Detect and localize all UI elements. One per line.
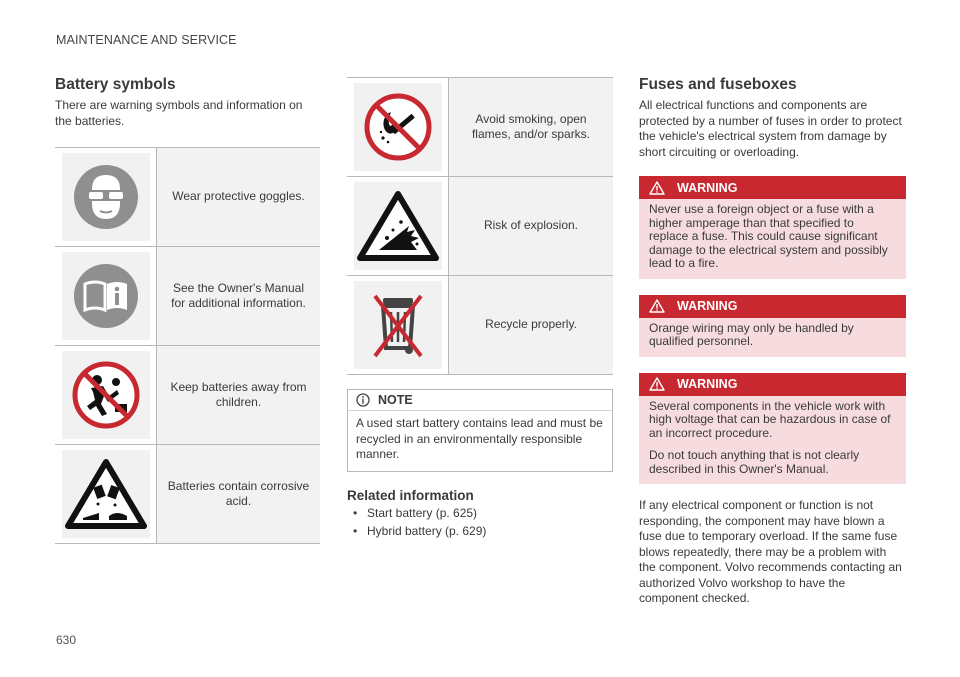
symbol-table-1 xyxy=(55,147,320,544)
symbol-row xyxy=(347,177,613,276)
list-item[interactable] xyxy=(347,504,613,522)
note-box xyxy=(347,389,613,472)
warning-header xyxy=(639,295,906,318)
fuses-column xyxy=(639,76,906,607)
list-item[interactable] xyxy=(347,522,613,540)
symbol-row xyxy=(55,247,320,346)
warning-label: WARNING xyxy=(677,180,738,195)
related-link[interactable]: Start battery (p. 625) xyxy=(367,505,478,520)
warning-triangle-icon xyxy=(649,377,665,391)
page-number: 630 xyxy=(56,633,77,647)
warning-text: Never use a foreign object or a fuse with a higher amperage than that specified to replace a fuse. This could cause significant damage to the electrical system and possibly lead to a fire. xyxy=(649,202,888,270)
note-info-icon xyxy=(356,393,370,407)
battery-intro: There are warning symbols and information on the batteries. xyxy=(55,98,303,128)
fuses-title: Fuses and fuseboxes xyxy=(639,76,797,93)
note-header xyxy=(348,390,612,411)
manual-book-icon xyxy=(72,262,140,330)
note-label: NOTE xyxy=(378,393,413,407)
battery-symbols-title: Battery symbols xyxy=(55,76,176,93)
symbol-text: Recycle properly. xyxy=(449,276,613,374)
symbol-row xyxy=(347,276,613,375)
symbol-text: Keep batteries away from children. xyxy=(157,346,320,444)
symbol-text: Risk of explosion. xyxy=(449,177,613,275)
warning-header xyxy=(639,373,906,396)
warning-box xyxy=(639,176,906,279)
related-info-title: Related information xyxy=(347,487,474,503)
recycle-bin-crossed-icon xyxy=(363,288,433,362)
bullet-icon: • xyxy=(353,523,358,538)
warning-text: Several components in the vehicle work with high voltage that can be hazardous in case of an incorrect procedure. xyxy=(649,398,891,440)
symbol-row xyxy=(55,445,320,544)
symbol-table-2 xyxy=(347,77,613,375)
warning-box xyxy=(639,373,906,485)
battery-symbols-column xyxy=(55,76,320,544)
bullet-icon: • xyxy=(353,505,358,520)
symbol-row xyxy=(347,78,613,177)
no-children-icon xyxy=(71,360,141,430)
symbol-row xyxy=(55,346,320,445)
related-link[interactable]: Hybrid battery (p. 629) xyxy=(367,523,487,538)
warning-label: WARNING xyxy=(677,299,738,313)
symbol-row xyxy=(55,148,320,247)
warning-text: Do not touch anything that is not clearly described in this Owner's Manual. xyxy=(649,448,860,476)
warning-body xyxy=(639,318,906,357)
warning-body xyxy=(639,199,906,279)
warning-label: WARNING xyxy=(677,377,738,391)
symbol-text: See the Owner's Manual for additional information. xyxy=(157,247,320,345)
related-info-list xyxy=(347,504,613,540)
fuses-closing-text: If any electrical component or function is not responding, the component may have blown a fuse due to temporary overload. If the same fuse blows repeatedly, there may be a problem with the component. Volvo recommends contacting an authorized Volvo workshop to have the component checked. xyxy=(639,498,902,605)
symbol-text: Wear protective goggles. xyxy=(157,148,320,246)
warning-header xyxy=(639,176,906,199)
warning-triangle-icon xyxy=(649,181,665,195)
fuses-intro: All electrical functions and components are protected by a number of fuses in order to protect the vehicle's electrical system from damage by short circuiting or overloading. xyxy=(639,98,902,159)
explosion-risk-icon xyxy=(357,190,439,262)
symbol-text: Avoid smoking, open flames, and/or sparks. xyxy=(449,78,613,176)
goggles-icon xyxy=(72,163,140,231)
warning-triangle-icon xyxy=(649,299,665,313)
note-text: A used start battery contains lead and must be recycled in an environmentally responsible manner. xyxy=(356,416,603,461)
battery-symbols-column-continued xyxy=(347,77,613,540)
warning-body xyxy=(639,396,906,485)
no-smoking-flames-icon xyxy=(363,92,433,162)
section-header: MAINTENANCE AND SERVICE xyxy=(56,33,237,47)
warning-text: Orange wiring may only be handled by qualified personnel. xyxy=(649,320,854,348)
warning-box xyxy=(639,295,906,357)
symbol-text: Batteries contain corrosive acid. xyxy=(157,445,320,543)
corrosive-acid-icon xyxy=(65,458,147,530)
